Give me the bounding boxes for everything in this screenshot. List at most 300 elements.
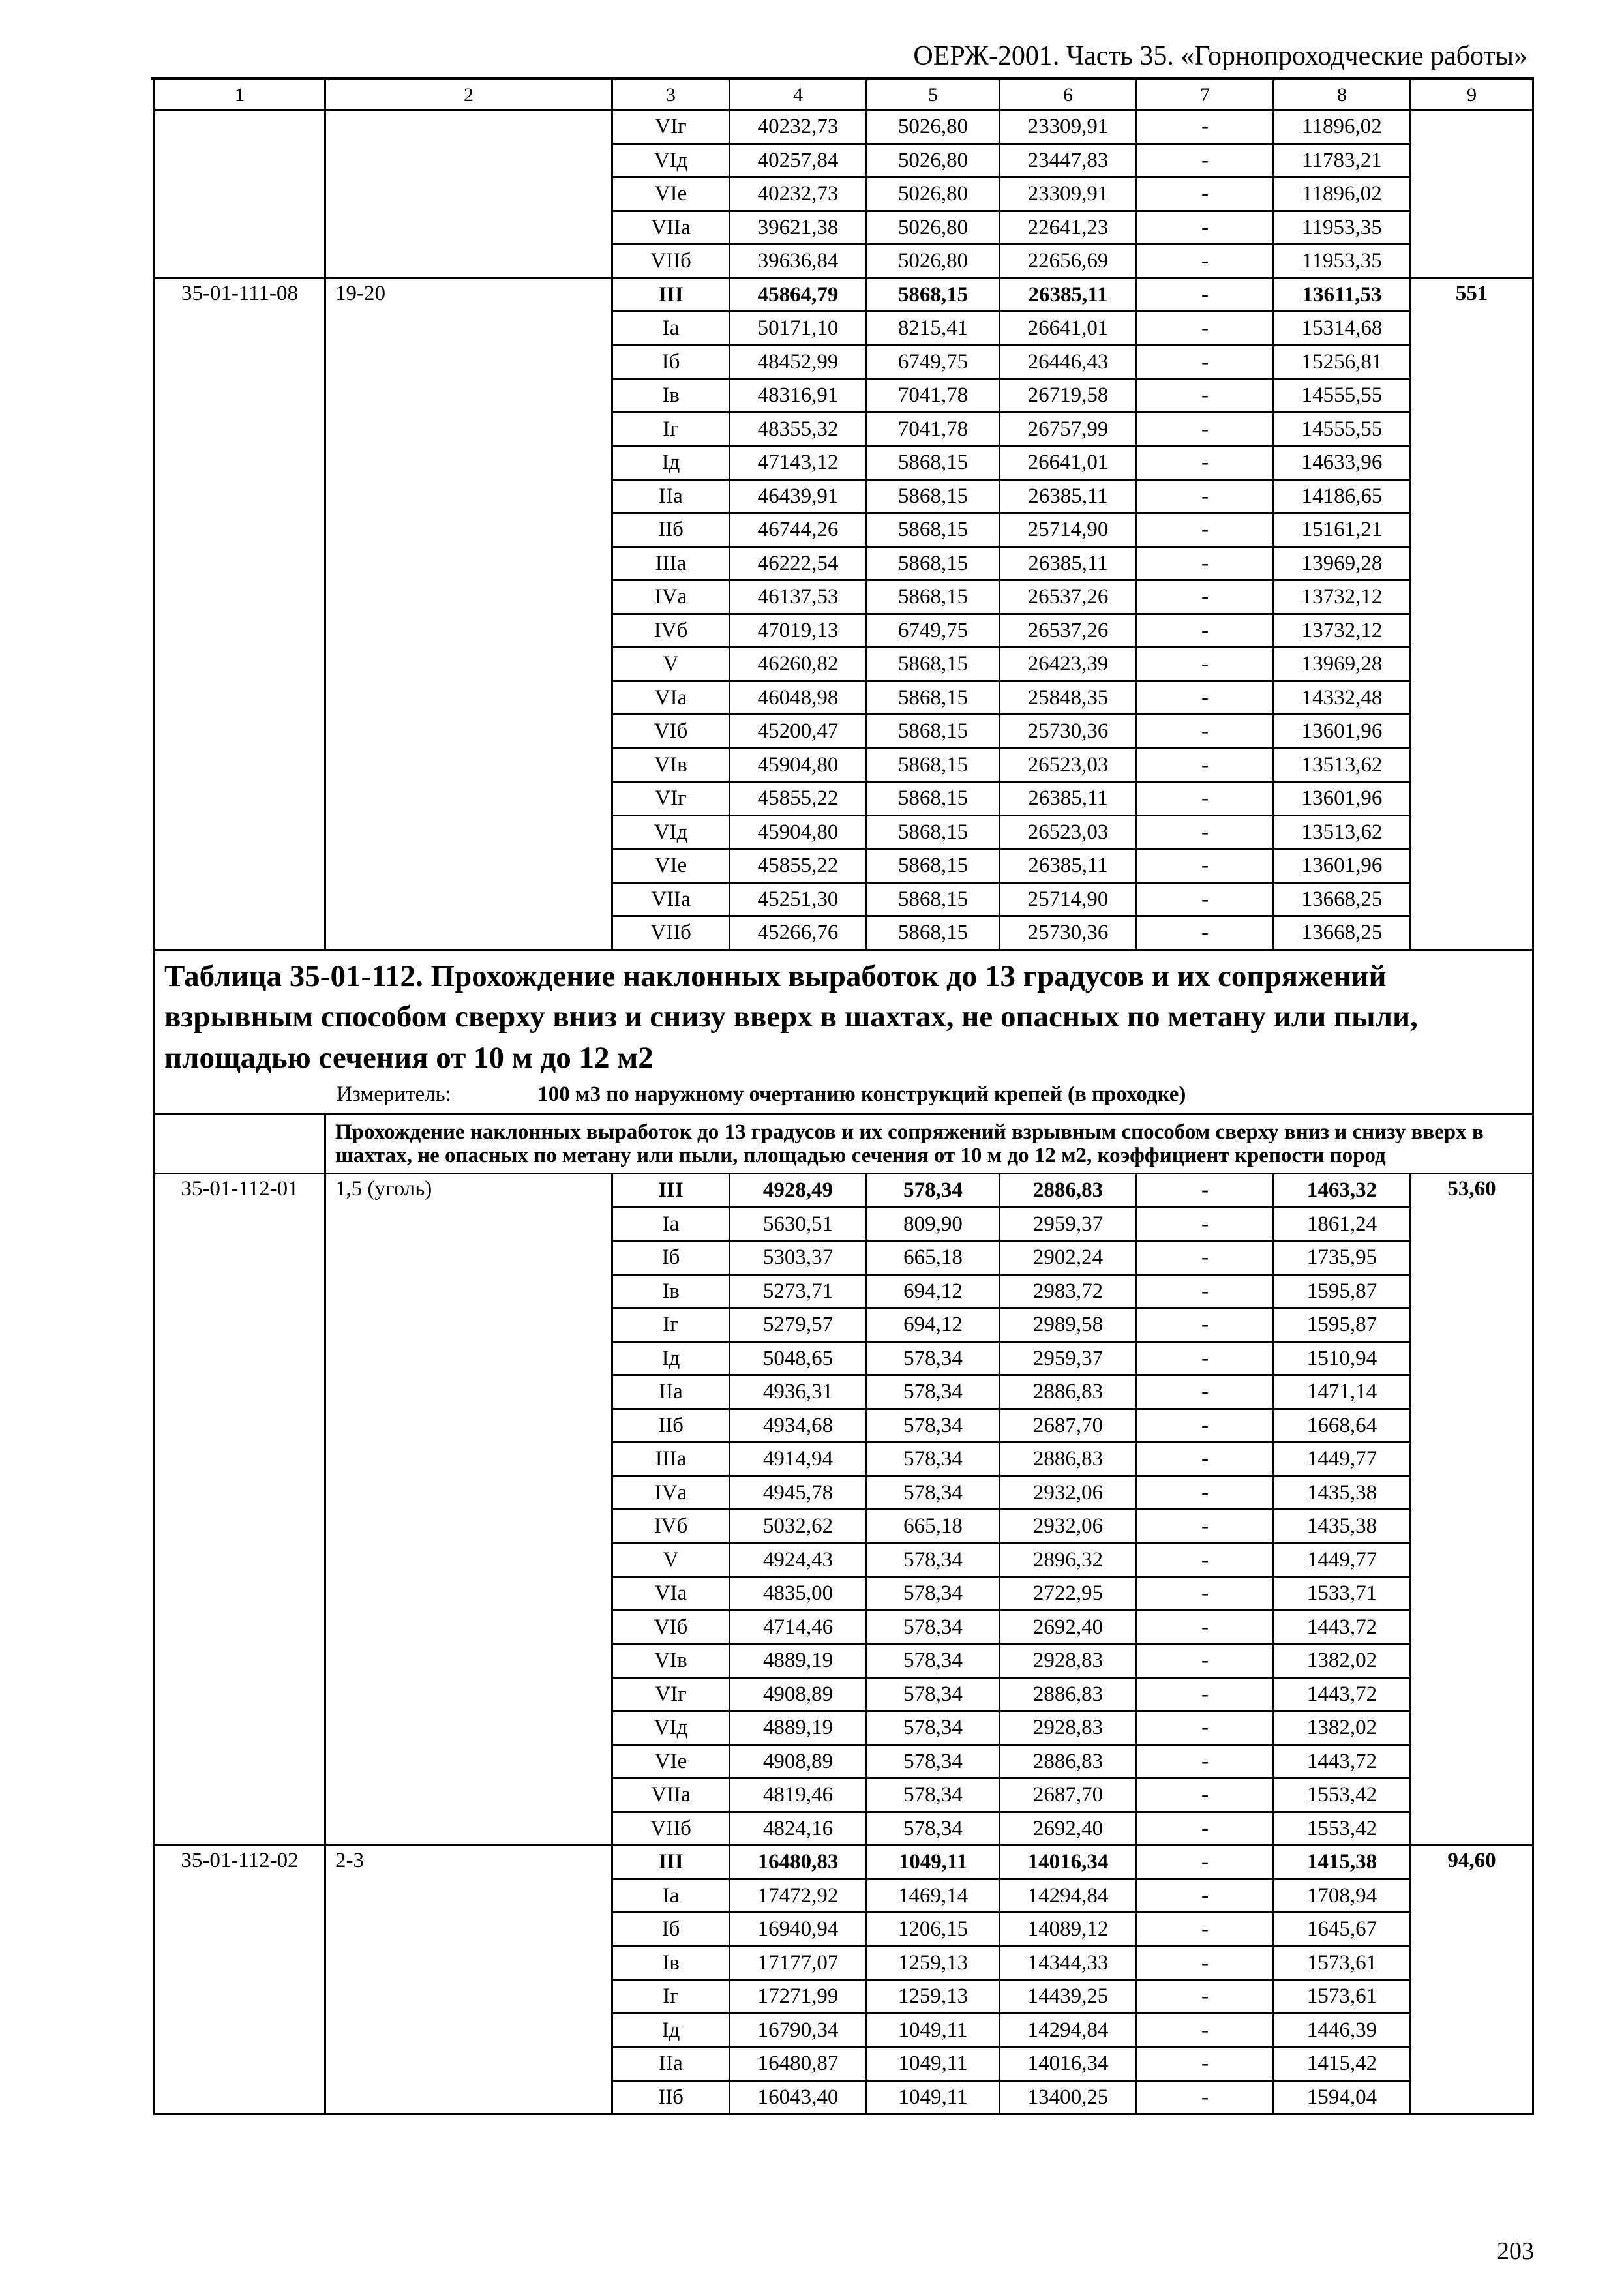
rate-column-9: 53,60: [1411, 1174, 1533, 1846]
cell-c4: 4934,68: [730, 1409, 867, 1443]
cell-c7: -: [1137, 1744, 1274, 1778]
cell-c5: 1049,11: [867, 1846, 1000, 1879]
cell-c4: 48452,99: [730, 345, 867, 379]
cell-c7: -: [1137, 882, 1274, 916]
cell-c6: 23309,91: [1000, 177, 1137, 211]
measure-value: 100 м3 по наружному очертанию конструкций крепей (в проходке): [537, 1083, 1186, 1106]
cell-c8: 1553,42: [1274, 1778, 1411, 1812]
column-number: 7: [1137, 80, 1274, 110]
cell-c6: 26385,11: [1000, 546, 1137, 580]
cell-c4: 16790,34: [730, 2013, 867, 2047]
cell-c8: 1645,67: [1274, 1913, 1411, 1947]
cell-c7: -: [1137, 2047, 1274, 2081]
cell-c8: 14332,48: [1274, 681, 1411, 715]
cell-c4: 4714,46: [730, 1610, 867, 1644]
cell-c6: 2902,24: [1000, 1241, 1137, 1275]
cell-c6: 25730,36: [1000, 916, 1137, 950]
cell-c6: 14016,34: [1000, 2047, 1137, 2081]
cell-c4: 4819,46: [730, 1778, 867, 1812]
cell-c6: 26385,11: [1000, 849, 1137, 883]
cell-c6: 26523,03: [1000, 815, 1137, 849]
cell-c5: 5868,15: [867, 882, 1000, 916]
cell-c5: 809,90: [867, 1207, 1000, 1241]
cell-c7: -: [1137, 1946, 1274, 1980]
cell-c7: -: [1137, 278, 1274, 312]
cell-c7: -: [1137, 1778, 1274, 1812]
cell-c6: 26385,11: [1000, 479, 1137, 513]
cell-c4: 50171,10: [730, 312, 867, 346]
cell-cat: Iб: [612, 1241, 730, 1275]
cell-c4: 45864,79: [730, 278, 867, 312]
cell-c5: 5868,15: [867, 815, 1000, 849]
cell-c4: 4889,19: [730, 1644, 867, 1678]
cell-c6: 14294,84: [1000, 2013, 1137, 2047]
cell-c7: -: [1137, 1443, 1274, 1476]
cell-c8: 1463,32: [1274, 1174, 1411, 1208]
cell-c6: 14439,25: [1000, 1980, 1137, 2014]
cell-c8: 1861,24: [1274, 1207, 1411, 1241]
cell-c5: 5868,15: [867, 715, 1000, 749]
cell-c7: -: [1137, 815, 1274, 849]
page-number: 203: [1497, 2237, 1534, 2265]
cell-c6: 14294,84: [1000, 1879, 1137, 1913]
cell-c8: 1435,38: [1274, 1476, 1411, 1510]
cell-c5: 5868,15: [867, 681, 1000, 715]
rock-hardness: [325, 110, 612, 278]
cell-cat: III: [612, 278, 730, 312]
cell-c8: 15161,21: [1274, 513, 1411, 547]
cell-cat: Iд: [612, 1341, 730, 1375]
cell-cat: VIд: [612, 1711, 730, 1745]
cell-c6: 26523,03: [1000, 748, 1137, 782]
cell-cat: IIIа: [612, 546, 730, 580]
cell-c5: 578,34: [867, 1409, 1000, 1443]
cell-c7: -: [1137, 1308, 1274, 1342]
cell-c6: 14344,33: [1000, 1946, 1137, 1980]
cell-c6: 2959,37: [1000, 1341, 1137, 1375]
cell-c6: 2886,83: [1000, 1443, 1137, 1476]
measure-label: Измеритель:: [337, 1083, 451, 1106]
cell-c6: 2687,70: [1000, 1409, 1137, 1443]
cell-cat: VIа: [612, 1577, 730, 1611]
cell-c8: 13601,96: [1274, 782, 1411, 816]
cell-c5: 578,34: [867, 1610, 1000, 1644]
cell-c4: 48355,32: [730, 412, 867, 446]
cell-c5: 665,18: [867, 1241, 1000, 1275]
cell-c8: 13601,96: [1274, 849, 1411, 883]
cell-cat: IIб: [612, 1409, 730, 1443]
cell-c8: 1471,14: [1274, 1375, 1411, 1409]
cell-c5: 578,34: [867, 1577, 1000, 1611]
cell-cat: V: [612, 1543, 730, 1577]
cell-c8: 1415,42: [1274, 2047, 1411, 2081]
cell-c7: -: [1137, 681, 1274, 715]
cell-c6: 2692,40: [1000, 1610, 1137, 1644]
cell-c4: 45266,76: [730, 916, 867, 950]
cell-c5: 1259,13: [867, 1980, 1000, 2014]
cell-cat: VIIб: [612, 916, 730, 950]
cell-c8: 13611,53: [1274, 278, 1411, 312]
cell-c5: 694,12: [867, 1308, 1000, 1342]
cell-cat: Iв: [612, 1946, 730, 1980]
cell-c7: -: [1137, 2080, 1274, 2114]
cell-c5: 5868,15: [867, 782, 1000, 816]
cell-c7: -: [1137, 1980, 1274, 2014]
rates-table: [153, 78, 1534, 2115]
cell-c4: 5032,62: [730, 1510, 867, 1544]
cell-cat: Iд: [612, 446, 730, 480]
column-number: 6: [1000, 80, 1137, 110]
cell-c4: 5279,57: [730, 1308, 867, 1342]
cell-cat: VIд: [612, 143, 730, 177]
cell-c7: -: [1137, 1341, 1274, 1375]
cell-c5: 1049,11: [867, 2080, 1000, 2114]
cell-c4: 48316,91: [730, 379, 867, 413]
cell-cat: IIIа: [612, 1443, 730, 1476]
cell-c7: -: [1137, 715, 1274, 749]
cell-cat: IIа: [612, 1375, 730, 1409]
cell-c6: 14016,34: [1000, 1846, 1137, 1879]
cell-c5: 5026,80: [867, 143, 1000, 177]
cell-c5: 665,18: [867, 1510, 1000, 1544]
cell-c8: 1553,42: [1274, 1812, 1411, 1846]
cell-cat: IVб: [612, 614, 730, 648]
cell-c7: -: [1137, 1476, 1274, 1510]
cell-c6: 2928,83: [1000, 1644, 1137, 1678]
cell-c6: 26641,01: [1000, 312, 1137, 346]
cell-cat: VIе: [612, 1744, 730, 1778]
cell-c7: -: [1137, 211, 1274, 245]
cell-cat: Iг: [612, 412, 730, 446]
cell-c8: 1573,61: [1274, 1980, 1411, 2014]
cell-c7: -: [1137, 748, 1274, 782]
cell-cat: VIб: [612, 715, 730, 749]
cell-c5: 1259,13: [867, 1946, 1000, 1980]
column-number: 1: [155, 80, 325, 110]
cell-c7: -: [1137, 513, 1274, 547]
cell-c7: -: [1137, 1409, 1274, 1443]
cell-c6: 26385,11: [1000, 782, 1137, 816]
cell-c4: 40232,73: [730, 110, 867, 144]
cell-c4: 45904,80: [730, 748, 867, 782]
cell-c5: 5868,15: [867, 648, 1000, 681]
cell-c8: 1415,38: [1274, 1846, 1411, 1879]
cell-c8: 1435,38: [1274, 1510, 1411, 1544]
table-row: [155, 110, 1533, 144]
cell-c4: 45251,30: [730, 882, 867, 916]
cell-c5: 6749,75: [867, 614, 1000, 648]
cell-c8: 11783,21: [1274, 143, 1411, 177]
cell-c7: -: [1137, 345, 1274, 379]
cell-c5: 5026,80: [867, 245, 1000, 278]
cell-c5: 5868,15: [867, 446, 1000, 480]
cell-c7: -: [1137, 1879, 1274, 1913]
cell-c4: 46137,53: [730, 580, 867, 614]
table-112-title: Таблица 35-01-112. Прохождение наклонных выработок до 13 градусов и их сопряжений взрывным способом сверху вниз и снизу вверх в шахтах, не опасных по метану или пыли, площадью сечения от 10 м до 12 м2: [164, 959, 1418, 1075]
cell-c7: -: [1137, 312, 1274, 346]
cell-c7: -: [1137, 546, 1274, 580]
cell-c8: 14186,65: [1274, 479, 1411, 513]
cell-c7: -: [1137, 1577, 1274, 1611]
cell-c5: 578,34: [867, 1174, 1000, 1208]
description-row: [155, 1114, 1533, 1174]
cell-c7: -: [1137, 849, 1274, 883]
rock-hardness: 19-20: [325, 278, 612, 950]
cell-c7: -: [1137, 412, 1274, 446]
cell-c8: 11953,35: [1274, 245, 1411, 278]
cell-c5: 578,34: [867, 1677, 1000, 1711]
cell-c8: 15256,81: [1274, 345, 1411, 379]
cell-c8: 1446,39: [1274, 2013, 1411, 2047]
cell-c4: 39636,84: [730, 245, 867, 278]
cell-c7: -: [1137, 379, 1274, 413]
column-number: 3: [612, 80, 730, 110]
rate-column-9: 94,60: [1411, 1846, 1533, 2114]
cell-cat: IIб: [612, 2080, 730, 2114]
cell-c4: 47143,12: [730, 446, 867, 480]
cell-c5: 578,34: [867, 1476, 1000, 1510]
cell-c4: 4835,00: [730, 1577, 867, 1611]
rate-code: 35-01-112-01: [155, 1174, 325, 1846]
table-row: [155, 1846, 1533, 1879]
rock-hardness: 1,5 (уголь): [325, 1174, 612, 1846]
cell-c8: 1443,72: [1274, 1677, 1411, 1711]
cell-cat: VIа: [612, 681, 730, 715]
cell-c5: 1469,14: [867, 1879, 1000, 1913]
cell-c4: 4928,49: [730, 1174, 867, 1208]
cell-c7: -: [1137, 1812, 1274, 1846]
cell-c5: 5868,15: [867, 916, 1000, 950]
rate-column-9: 551: [1411, 278, 1533, 950]
cell-c6: 2959,37: [1000, 1207, 1137, 1241]
cell-c5: 5868,15: [867, 748, 1000, 782]
cell-cat: IIа: [612, 2047, 730, 2081]
cell-c5: 6749,75: [867, 345, 1000, 379]
cell-c7: -: [1137, 1241, 1274, 1275]
cell-c7: -: [1137, 1543, 1274, 1577]
cell-c6: 23447,83: [1000, 143, 1137, 177]
cell-c4: 17271,99: [730, 1980, 867, 2014]
cell-c8: 1595,87: [1274, 1308, 1411, 1342]
cell-c5: 5868,15: [867, 546, 1000, 580]
cell-c5: 578,34: [867, 1812, 1000, 1846]
cell-c4: 4889,19: [730, 1711, 867, 1745]
cell-c7: -: [1137, 1174, 1274, 1208]
cell-c6: 2687,70: [1000, 1778, 1137, 1812]
cell-c4: 46260,82: [730, 648, 867, 681]
cell-c8: 1668,64: [1274, 1409, 1411, 1443]
cell-c5: 1049,11: [867, 2013, 1000, 2047]
cell-c8: 13513,62: [1274, 748, 1411, 782]
cell-c4: 4908,89: [730, 1677, 867, 1711]
cell-cat: Iв: [612, 1274, 730, 1308]
cell-c4: 4908,89: [730, 1744, 867, 1778]
measure-line: [164, 1082, 1523, 1108]
cell-c5: 578,34: [867, 1443, 1000, 1476]
cell-c6: 2989,58: [1000, 1308, 1137, 1342]
cell-c5: 5868,15: [867, 513, 1000, 547]
cell-c7: -: [1137, 245, 1274, 278]
cell-c4: 46744,26: [730, 513, 867, 547]
column-number-row: [155, 80, 1533, 110]
cell-c4: 16043,40: [730, 2080, 867, 2114]
cell-c5: 7041,78: [867, 412, 1000, 446]
cell-c8: 13668,25: [1274, 882, 1411, 916]
column-number: 8: [1274, 80, 1411, 110]
cell-c7: -: [1137, 143, 1274, 177]
cell-cat: Iб: [612, 345, 730, 379]
cell-cat: VIв: [612, 1644, 730, 1678]
cell-c4: 5048,65: [730, 1341, 867, 1375]
table-112-description: Прохождение наклонных выработок до 13 градусов и их сопряжений взрывным способом сверху вниз и снизу вверх в шахтах, не опасных по метану или пыли, площадью сечения от 10 м до 12 м2, коэффициент крепости пород: [325, 1114, 1533, 1174]
cell-c6: 2932,06: [1000, 1510, 1137, 1544]
cell-cat: VIб: [612, 1610, 730, 1644]
cell-c4: 4924,43: [730, 1543, 867, 1577]
page-header: [151, 38, 1534, 80]
cell-c4: 46048,98: [730, 681, 867, 715]
cell-c7: -: [1137, 1375, 1274, 1409]
cell-c7: -: [1137, 2013, 1274, 2047]
cell-c4: 4945,78: [730, 1476, 867, 1510]
cell-cat: IVб: [612, 1510, 730, 1544]
cell-c6: 26757,99: [1000, 412, 1137, 446]
cell-c4: 39621,38: [730, 211, 867, 245]
cell-c5: 5026,80: [867, 177, 1000, 211]
cell-c6: 2886,83: [1000, 1174, 1137, 1208]
cell-cat: VIIб: [612, 1812, 730, 1846]
cell-c5: 5868,15: [867, 278, 1000, 312]
description-spacer: [155, 1114, 325, 1174]
cell-c8: 15314,68: [1274, 312, 1411, 346]
cell-c5: 578,34: [867, 1744, 1000, 1778]
cell-c6: 25730,36: [1000, 715, 1137, 749]
cell-cat: VIд: [612, 815, 730, 849]
cell-c7: -: [1137, 782, 1274, 816]
cell-cat: V: [612, 648, 730, 681]
cell-c6: 25714,90: [1000, 882, 1137, 916]
cell-c6: 25714,90: [1000, 513, 1137, 547]
cell-c4: 17472,92: [730, 1879, 867, 1913]
cell-c7: -: [1137, 479, 1274, 513]
cell-c6: 2886,83: [1000, 1677, 1137, 1711]
cell-cat: VIIа: [612, 211, 730, 245]
cell-c8: 13668,25: [1274, 916, 1411, 950]
cell-c4: 5630,51: [730, 1207, 867, 1241]
document-title: ОЕРЖ-2001. Часть 35. «Горнопроходческие работы»: [913, 41, 1527, 71]
cell-c8: 1449,77: [1274, 1443, 1411, 1476]
cell-cat: VIIа: [612, 1778, 730, 1812]
cell-cat: VIг: [612, 782, 730, 816]
cell-c8: 14555,55: [1274, 379, 1411, 413]
cell-c4: 47019,13: [730, 614, 867, 648]
table-row: [155, 1174, 1533, 1208]
cell-c7: -: [1137, 614, 1274, 648]
cell-c5: 694,12: [867, 1274, 1000, 1308]
column-number: 4: [730, 80, 867, 110]
cell-cat: Iг: [612, 1308, 730, 1342]
cell-c7: -: [1137, 446, 1274, 480]
cell-c6: 2932,06: [1000, 1476, 1137, 1510]
cell-c6: 26385,11: [1000, 278, 1137, 312]
cell-c4: 4824,16: [730, 1812, 867, 1846]
cell-c8: 1594,04: [1274, 2080, 1411, 2114]
cell-c7: -: [1137, 1274, 1274, 1308]
cell-c8: 1443,72: [1274, 1744, 1411, 1778]
cell-c7: -: [1137, 1510, 1274, 1544]
table-112-header: [155, 950, 1533, 1114]
cell-c8: 1510,94: [1274, 1341, 1411, 1375]
cell-c4: 5273,71: [730, 1274, 867, 1308]
cell-c6: 2896,32: [1000, 1543, 1137, 1577]
cell-c4: 45855,22: [730, 849, 867, 883]
cell-c6: 2886,83: [1000, 1375, 1137, 1409]
cell-c8: 13732,12: [1274, 580, 1411, 614]
cell-cat: IVа: [612, 1476, 730, 1510]
cell-c7: -: [1137, 648, 1274, 681]
cell-c4: 45904,80: [730, 815, 867, 849]
rate-code: 35-01-111-08: [155, 278, 325, 950]
cell-c4: 16940,94: [730, 1913, 867, 1947]
rate-code: [155, 110, 325, 278]
cell-c8: 1573,61: [1274, 1946, 1411, 1980]
cell-c4: 40232,73: [730, 177, 867, 211]
cell-c4: 4914,94: [730, 1443, 867, 1476]
cell-c5: 5026,80: [867, 211, 1000, 245]
cell-c5: 578,34: [867, 1644, 1000, 1678]
cell-c8: 13513,62: [1274, 815, 1411, 849]
cell-cat: IIа: [612, 479, 730, 513]
cell-c4: 5303,37: [730, 1241, 867, 1275]
cell-c6: 2928,83: [1000, 1711, 1137, 1745]
cell-c8: 14633,96: [1274, 446, 1411, 480]
rate-code: 35-01-112-02: [155, 1846, 325, 2114]
column-number: 9: [1411, 80, 1533, 110]
cell-c8: 13969,28: [1274, 648, 1411, 681]
cell-c5: 578,34: [867, 1375, 1000, 1409]
cell-cat: VIв: [612, 748, 730, 782]
cell-c8: 1708,94: [1274, 1879, 1411, 1913]
cell-c6: 26423,39: [1000, 648, 1137, 681]
cell-c6: 2886,83: [1000, 1744, 1137, 1778]
cell-c7: -: [1137, 580, 1274, 614]
cell-c6: 2692,40: [1000, 1812, 1137, 1846]
cell-c8: 14555,55: [1274, 412, 1411, 446]
cell-c5: 5868,15: [867, 849, 1000, 883]
cell-c6: 2983,72: [1000, 1274, 1137, 1308]
cell-c4: 16480,83: [730, 1846, 867, 1879]
cell-c8: 11896,02: [1274, 177, 1411, 211]
table-112-header-row: [155, 950, 1533, 1114]
cell-c4: 4936,31: [730, 1375, 867, 1409]
cell-c8: 1382,02: [1274, 1644, 1411, 1678]
cell-c7: -: [1137, 1711, 1274, 1745]
cell-c5: 7041,78: [867, 379, 1000, 413]
cell-c5: 578,34: [867, 1711, 1000, 1745]
cell-c8: 11896,02: [1274, 110, 1411, 144]
cell-c6: 26446,43: [1000, 345, 1137, 379]
cell-c5: 5868,15: [867, 479, 1000, 513]
cell-cat: VIг: [612, 1677, 730, 1711]
cell-cat: Iд: [612, 2013, 730, 2047]
cell-cat: Iа: [612, 1879, 730, 1913]
cell-c6: 22656,69: [1000, 245, 1137, 278]
cell-c4: 40257,84: [730, 143, 867, 177]
cell-cat: VIе: [612, 849, 730, 883]
cell-cat: III: [612, 1846, 730, 1879]
cell-c6: 14089,12: [1000, 1913, 1137, 1947]
cell-c4: 46222,54: [730, 546, 867, 580]
column-number: 5: [867, 80, 1000, 110]
